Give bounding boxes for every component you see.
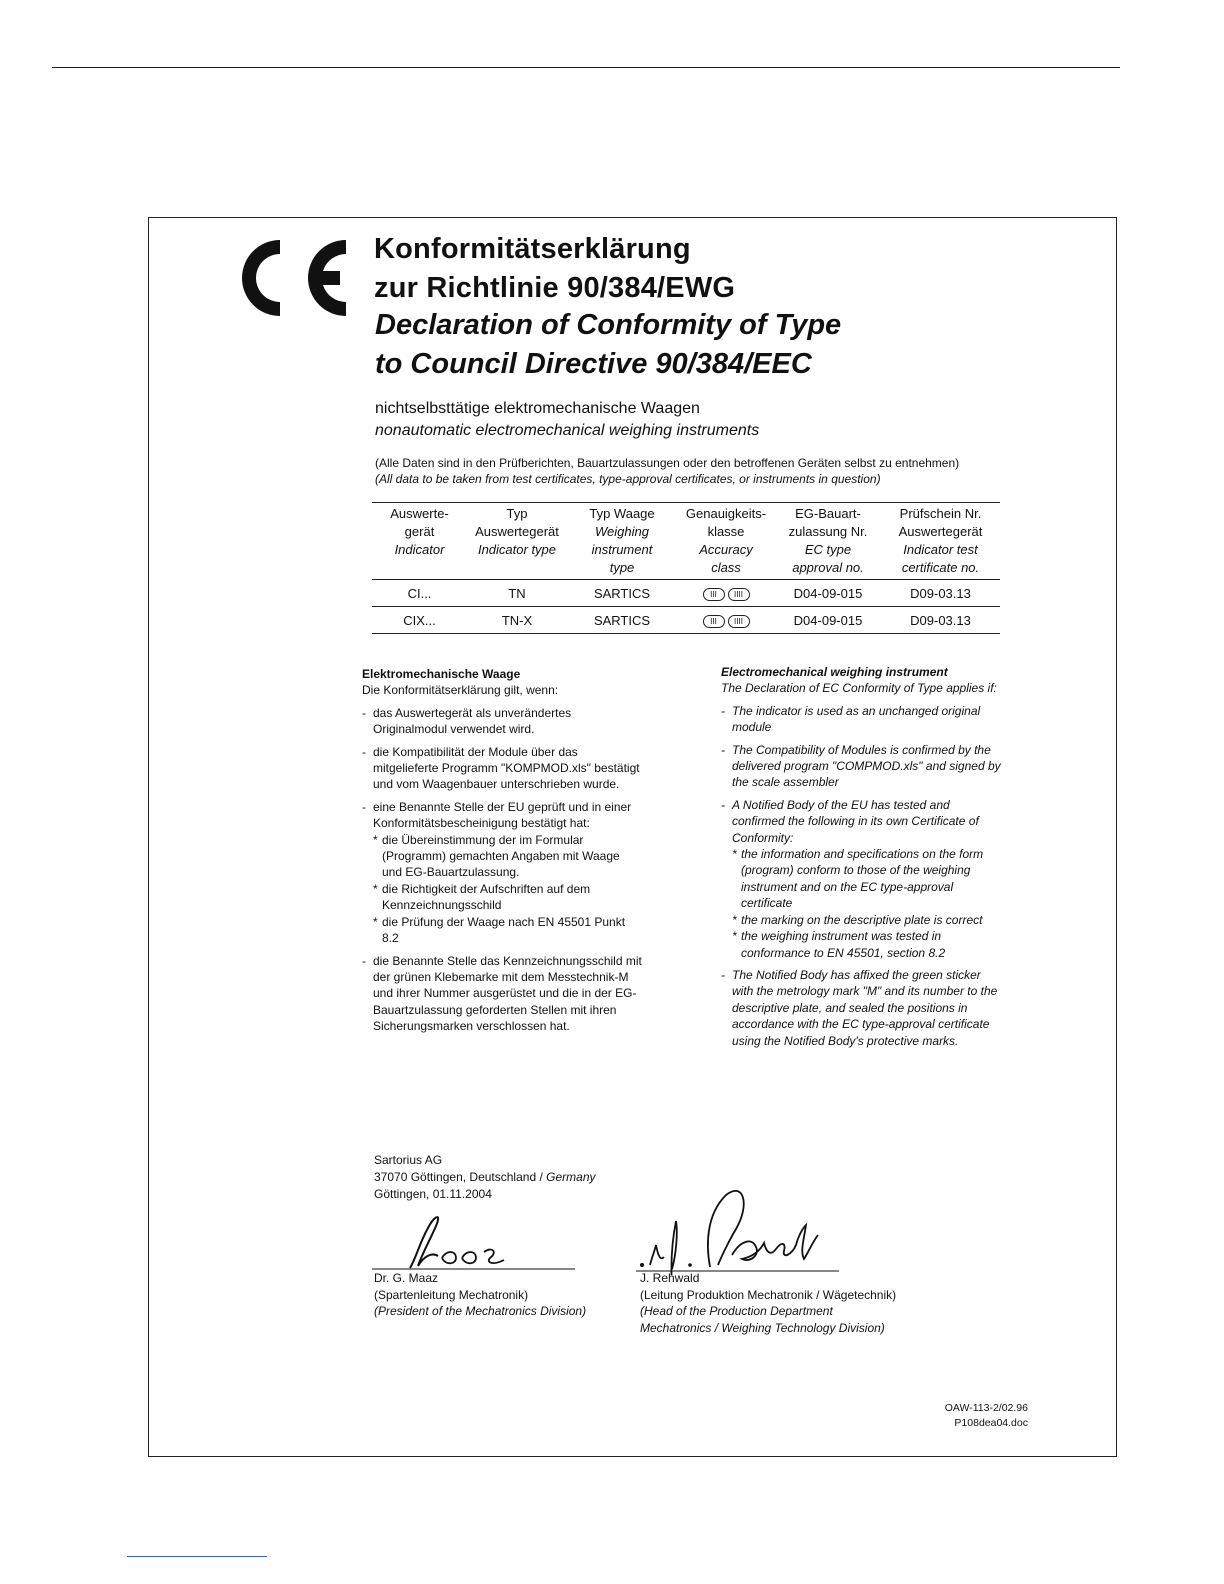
conformity-table <box>372 502 1000 634</box>
title-de-line1: Konformitätserklärung <box>374 233 691 265</box>
company-block <box>374 1152 596 1203</box>
ce-mark-logo <box>232 236 352 320</box>
top-rule <box>52 67 1120 68</box>
signer2-role-de: (Leitung Produktion Mechatronik / Wägetechnik) <box>640 1287 897 1302</box>
list-item: - The Notified Body has affixed the green sticker with the metrology mark "M" and its number to the descriptive plate, and sealed the positions in accordance with the EC type-approval certificate using the Notified Body's protective marks. <box>721 967 998 1048</box>
note-german: (Alle Daten sind in den Prüfberichten, Bauartzulassungen oder den betroffenen Geräten selbst zu entnehmen) <box>375 456 960 470</box>
list-item: - die Kompatibilität der Module über das mitgelieferte Programm "KOMPMOD.xls" bestätigt und vom Waagenbauer unterschrieben wurde. <box>362 744 640 792</box>
accuracy-class-icons <box>677 612 775 628</box>
header-certificate-no: Prüfschein Nr. Auswertegerät Indicator test certificate no. <box>898 506 983 575</box>
table-header <box>372 503 1000 579</box>
class-iiii-icon: IIII <box>728 615 750 628</box>
list-item: - das Auswertegerät als unverändertes Originalmodul verwendet wird. <box>362 705 572 737</box>
list-item: - eine Benannte Stelle der EU geprüft und in einer Konformitätsbescheinigung bestätigt hat: * die Übereinstimmung der im Formular (Programm) gemachten Angaben mit Waage und EG-Bauartzulassung. * die Richtigkeit der Aufschriften auf dem Kennzeichnungsschild * die Prüfung der Waage nach EN 45501 Punkt 8.2 <box>362 799 642 947</box>
place-date: Göttingen, 01.11.2004 <box>374 1187 492 1201</box>
title-en-line1: Declaration of Conformity of Type <box>375 309 842 341</box>
signer2-role-en-1: (Head of the Production Department <box>640 1304 833 1318</box>
subtitle-english: nonautomatic electromechanical weighing instruments <box>375 422 760 439</box>
right-intro: The Declaration of EC Conformity of Type applies if: <box>721 681 997 696</box>
header-indicator-type: Typ Auswertegerät Indicator type <box>475 506 559 557</box>
signer1-role-en: (President of the Mechatronics Division) <box>374 1304 587 1318</box>
signer1-block <box>374 1270 586 1320</box>
sub-item: * die Richtigkeit der Aufschriften auf dem Kennzeichnungsschild <box>373 881 591 913</box>
company-address: 37070 Göttingen, Deutschland / Germany <box>374 1170 596 1184</box>
signature-maaz <box>372 1208 577 1272</box>
conditions-english <box>721 664 1001 1049</box>
header-accuracy-class: Genauigkeits- klasse Accuracy class <box>685 506 767 575</box>
sub-item: * the information and specifications on the form (program) conform to those of the weighing instrument and on the EC type-approval certificate <box>732 847 984 911</box>
list-item: - The indicator is used as an unchanged original module <box>721 703 981 735</box>
signer2-role-en-2: Mechatronics / Weighing Technology Division) <box>640 1320 885 1335</box>
doc-file: P108dea04.doc <box>954 1417 1028 1429</box>
left-intro: Die Konformitätserklärung gilt, wenn: <box>362 683 559 698</box>
signer1-name: Dr. G. Maaz <box>374 1271 439 1285</box>
left-heading: Elektromechanische Waage <box>362 667 521 681</box>
footer-link-rule <box>127 1556 267 1557</box>
document-reference <box>900 1401 1028 1431</box>
title-english <box>375 306 841 384</box>
signer2-block <box>640 1270 896 1336</box>
sub-item: * die Übereinstimmung der im Formular (Programm) gemachten Angaben mit Waage und EG-Bauartzulassung. <box>373 832 620 880</box>
list-item: - die Benannte Stelle das Kennzeichnungsschild mit der grünen Klebemarke mit dem Messtechnik-M und ihrer Nummer ausgerüstet und die in der EG-Bauartzulassung geforderten Stellen mit ihren Sicherungsmarken verschlossen hat. <box>362 953 642 1034</box>
class-iii-icon: III <box>703 615 725 628</box>
signer2-name: J. Rehwald <box>640 1271 700 1285</box>
note-english: (All data to be taken from test certificates, type-approval certificates, or instruments in question) <box>375 472 881 486</box>
signature-rehwald <box>636 1185 841 1275</box>
table-row: CIX... TN-X SARTICS III IIII D04-09-015 D09-03.13 <box>403 612 971 628</box>
sub-item: * die Prüfung der Waage nach EN 45501 Punkt 8.2 <box>373 914 626 946</box>
table-rule <box>372 633 1000 634</box>
header-instrument-type: Typ Waage Weighing instrument type <box>589 506 655 575</box>
company-name: Sartorius AG <box>374 1153 443 1167</box>
conditions-german <box>362 666 642 1035</box>
list-item: - A Notified Body of the EU has tested and confirmed the following in its own Certificate of Conformity: * the information and specifications on the form (program) conform to those of the weighing instrument and on the EC type-approval certificate * the marking on the descriptive plate is correct * the weighing instrument was tested in conformance to EN 45501, section 8.2 <box>721 797 1001 961</box>
title-de-line2: zur Richtlinie 90/384/EWG <box>374 272 736 304</box>
header-indicator: Auswerte- gerät Indicator <box>390 506 449 557</box>
sub-item: * the marking on the descriptive plate is correct <box>732 912 983 927</box>
list-item: - The Compatibility of Modules is confirmed by the delivered program "COMPMOD.xls" and signed by the scale assembler <box>721 742 1001 790</box>
doc-code: OAW-113-2/02.96 <box>944 1402 1028 1414</box>
subtitle-german: nichtselbsttätige elektromechanische Waagen <box>375 400 700 417</box>
accuracy-class-icons <box>677 585 775 601</box>
header-approval-no: EG-Bauart- zulassung Nr. EC type approval no. <box>788 506 868 575</box>
table-row: CI... TN SARTICS III IIII D04-09-015 D09-03.13 <box>407 585 971 601</box>
right-heading: Electromechanical weighing instrument <box>721 665 948 679</box>
class-iii-icon: III <box>703 588 725 601</box>
title-german <box>374 230 735 308</box>
signer1-role-de: (Spartenleitung Mechatronik) <box>374 1287 529 1302</box>
sub-item: * the weighing instrument was tested in conformance to EN 45501, section 8.2 <box>732 929 946 960</box>
title-en-line2: to Council Directive 90/384/EEC <box>375 348 812 380</box>
class-iiii-icon: IIII <box>728 588 750 601</box>
